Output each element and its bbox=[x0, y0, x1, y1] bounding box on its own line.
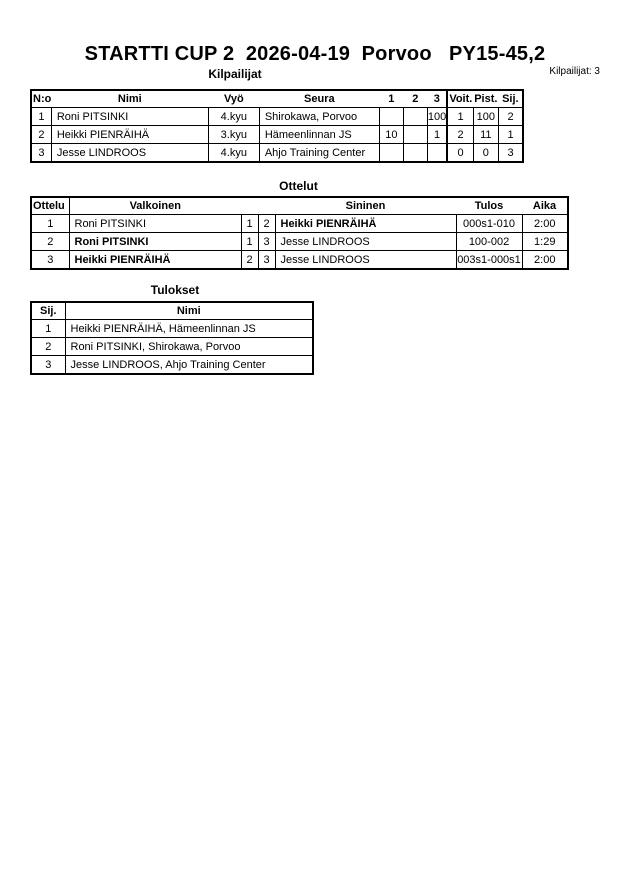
white-player-name: Roni PITSINKI bbox=[69, 233, 241, 251]
blue-player-name: Jesse LINDROOS bbox=[275, 251, 456, 270]
col-header-belt: Vyö bbox=[208, 90, 259, 108]
match3-score bbox=[427, 144, 447, 163]
blue-player-name: Heikki PIENRÄIHÄ bbox=[275, 215, 456, 233]
col-header-match1: 1 bbox=[379, 90, 403, 108]
match-time: 2:00 bbox=[522, 215, 568, 233]
competitor-row bbox=[31, 108, 523, 126]
result-row bbox=[31, 320, 313, 338]
result-name: Roni PITSINKI, Shirokawa, Porvoo bbox=[65, 338, 313, 356]
match-row bbox=[31, 251, 568, 270]
result-name: Jesse LINDROOS, Ahjo Training Center bbox=[65, 356, 313, 375]
match3-score: 1 bbox=[427, 126, 447, 144]
blue-player-no: 3 bbox=[258, 233, 275, 251]
match2-score bbox=[403, 108, 427, 126]
competitor-wins: 1 bbox=[447, 108, 473, 126]
competitor-row bbox=[31, 126, 523, 144]
competitor-points: 100 bbox=[473, 108, 498, 126]
col-header-place: Sij. bbox=[31, 302, 65, 320]
result-place: 3 bbox=[31, 356, 65, 375]
col-header-match2: 2 bbox=[403, 90, 427, 108]
white-player-no: 2 bbox=[241, 251, 258, 270]
competitors-header-row bbox=[31, 90, 523, 108]
competitor-points: 0 bbox=[473, 144, 498, 163]
match3-score: 100 bbox=[427, 108, 447, 126]
col-header-blue-no bbox=[258, 197, 275, 215]
competitor-place: 1 bbox=[498, 126, 523, 144]
competitor-place: 3 bbox=[498, 144, 523, 163]
white-player-name: Heikki PIENRÄIHÄ bbox=[69, 251, 241, 270]
col-header-white-no bbox=[241, 197, 258, 215]
blue-player-no: 3 bbox=[258, 251, 275, 270]
col-header-name: Nimi bbox=[51, 90, 208, 108]
competitor-belt: 3.kyu bbox=[208, 126, 259, 144]
col-header-match3: 3 bbox=[427, 90, 447, 108]
blue-player-no: 2 bbox=[258, 215, 275, 233]
white-player-no: 1 bbox=[241, 233, 258, 251]
competitor-row bbox=[31, 144, 523, 163]
matches-caption: Ottelut bbox=[279, 179, 318, 193]
page-title: STARTTI CUP 2 2026-04-19 Porvoo PY15-45,2 bbox=[84, 43, 546, 65]
col-header-match-no: Ottelu bbox=[31, 197, 69, 215]
result-name: Heikki PIENRÄIHÄ, Hämeenlinnan JS bbox=[65, 320, 313, 338]
col-header-result: Tulos bbox=[456, 197, 522, 215]
competitor-belt: 4.kyu bbox=[208, 144, 259, 163]
competitor-wins: 2 bbox=[447, 126, 473, 144]
competitor-club: Hämeenlinnan JS bbox=[259, 126, 379, 144]
match-no: 2 bbox=[31, 233, 69, 251]
result-row bbox=[31, 338, 313, 356]
competitor-club: Ahjo Training Center bbox=[259, 144, 379, 163]
col-header-club: Seura bbox=[259, 90, 379, 108]
match-time: 1:29 bbox=[522, 233, 568, 251]
match-result: 100-002 bbox=[456, 233, 522, 251]
matches-table bbox=[30, 196, 569, 270]
competitors-table bbox=[30, 89, 524, 163]
blue-player-name: Jesse LINDROOS bbox=[275, 233, 456, 251]
match-row bbox=[31, 233, 568, 251]
competitor-wins: 0 bbox=[447, 144, 473, 163]
competitor-no: 1 bbox=[31, 108, 51, 126]
competitor-place: 2 bbox=[498, 108, 523, 126]
match-time: 2:00 bbox=[522, 251, 568, 270]
match1-score bbox=[379, 144, 403, 163]
match-row bbox=[31, 215, 568, 233]
competitor-no: 2 bbox=[31, 126, 51, 144]
match1-score bbox=[379, 108, 403, 126]
col-header-blue: Sininen bbox=[275, 197, 456, 215]
results-caption: Tulokset bbox=[150, 283, 200, 297]
competitor-points: 11 bbox=[473, 126, 498, 144]
competitor-club: Shirokawa, Porvoo bbox=[259, 108, 379, 126]
match-no: 1 bbox=[31, 215, 69, 233]
result-row bbox=[31, 356, 313, 375]
match2-score bbox=[403, 144, 427, 163]
col-header-no: N:o bbox=[31, 90, 51, 108]
results-header-row bbox=[31, 302, 313, 320]
match2-score bbox=[403, 126, 427, 144]
col-header-time: Aika bbox=[522, 197, 568, 215]
competitor-name: Jesse LINDROOS bbox=[51, 144, 208, 163]
competitors-caption: Kilpailijat bbox=[208, 67, 262, 81]
col-header-place: Sij. bbox=[498, 90, 523, 108]
white-player-name: Roni PITSINKI bbox=[69, 215, 241, 233]
col-header-points: Pist. bbox=[473, 90, 498, 108]
col-header-name: Nimi bbox=[65, 302, 313, 320]
white-player-no: 1 bbox=[241, 215, 258, 233]
competitor-count-label: Kilpailijat: 3 bbox=[549, 66, 600, 77]
competitor-name: Roni PITSINKI bbox=[51, 108, 208, 126]
competitor-no: 3 bbox=[31, 144, 51, 163]
results-table bbox=[30, 301, 314, 375]
match-result: 000s1-010 bbox=[456, 215, 522, 233]
competitor-belt: 4.kyu bbox=[208, 108, 259, 126]
match1-score: 10 bbox=[379, 126, 403, 144]
matches-header-row bbox=[31, 197, 568, 215]
col-header-wins: Voit. bbox=[447, 90, 473, 108]
match-no: 3 bbox=[31, 251, 69, 270]
result-place: 1 bbox=[31, 320, 65, 338]
match-result: 003s1-000s1 bbox=[456, 251, 522, 270]
competitor-name: Heikki PIENRÄIHÄ bbox=[51, 126, 208, 144]
result-place: 2 bbox=[31, 338, 65, 356]
col-header-white: Valkoinen bbox=[69, 197, 241, 215]
